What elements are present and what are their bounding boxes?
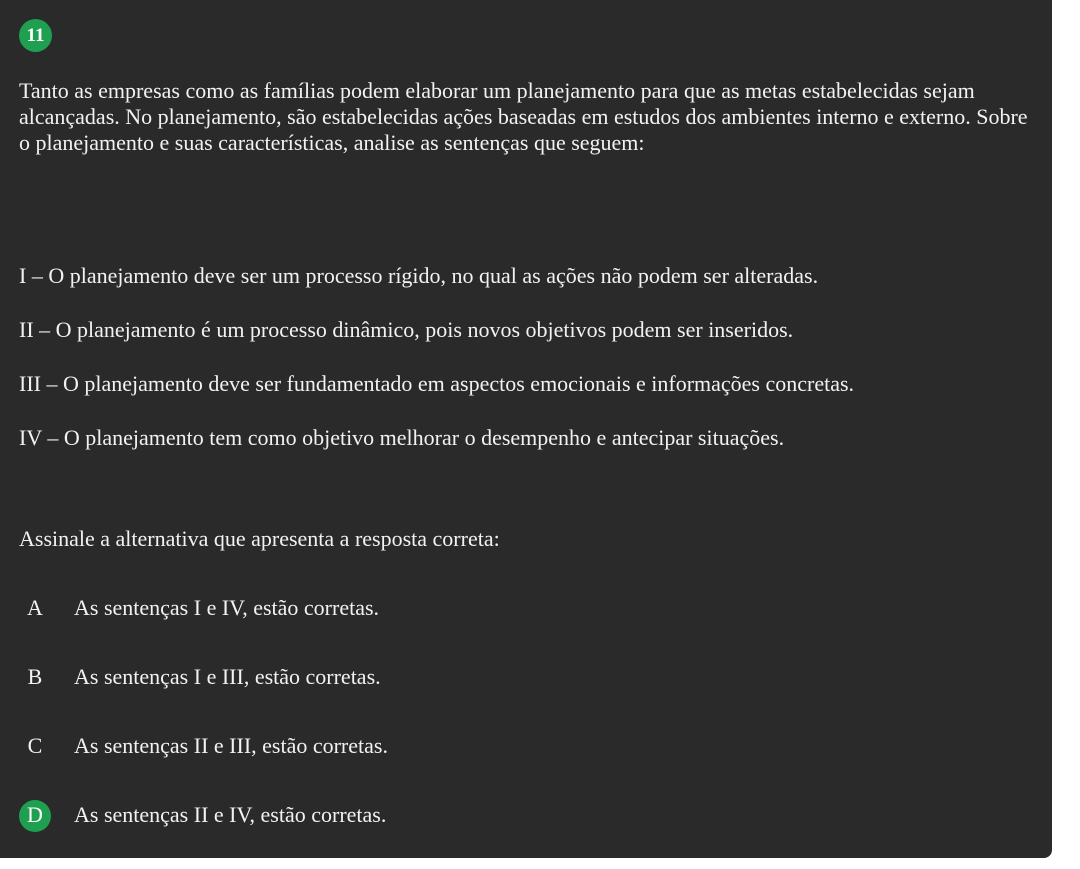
statement-i: I – O planejamento deve ser um processo rígido, no qual as ações não podem ser alteradas. [19,263,819,288]
option-letter-a: A [27,595,43,620]
question-prompt: Tanto as empresas como as famílias podem elaborar um planejamento para que as metas estabelecidas sejam alcançadas. No planejamento, são estabelecidas ações baseadas em estudos dos ambientes interno e externo. Sobre o planejamento e suas características, analise as sentenças que seguem: [19,78,1028,155]
option-text-b: As sentenças I e III, estão corretas. [74,664,381,689]
option-text-a: As sentenças I e IV, estão corretas. [74,595,380,620]
option-letter-c: C [27,733,43,758]
option-text-d: As sentenças II e IV, estão corretas. [74,802,387,827]
statements-list [19,262,1029,478]
option-text-c: As sentenças II e III, estão corretas. [74,733,388,758]
option-a[interactable] [19,593,1029,625]
statement-ii: II – O planejamento é um processo dinâmico, pois novos objetivos podem ser inseridos. [19,317,794,342]
option-letter-b: B [27,664,43,689]
answer-options [19,593,1029,869]
option-c[interactable] [19,731,1029,763]
option-d[interactable] [19,800,1029,832]
answer-instruction: Assinale a alternativa que apresenta a resposta correta: [19,526,500,551]
option-letter-d: D [19,800,51,832]
question-number-badge: 11 [19,19,52,52]
statement-iv: IV – O planejamento tem como objetivo melhorar o desempenho e antecipar situações. [19,425,785,450]
option-b[interactable] [19,662,1029,694]
statement-iii: III – O planejamento deve ser fundamentado em aspectos emocionais e informações concretas. [19,371,855,396]
